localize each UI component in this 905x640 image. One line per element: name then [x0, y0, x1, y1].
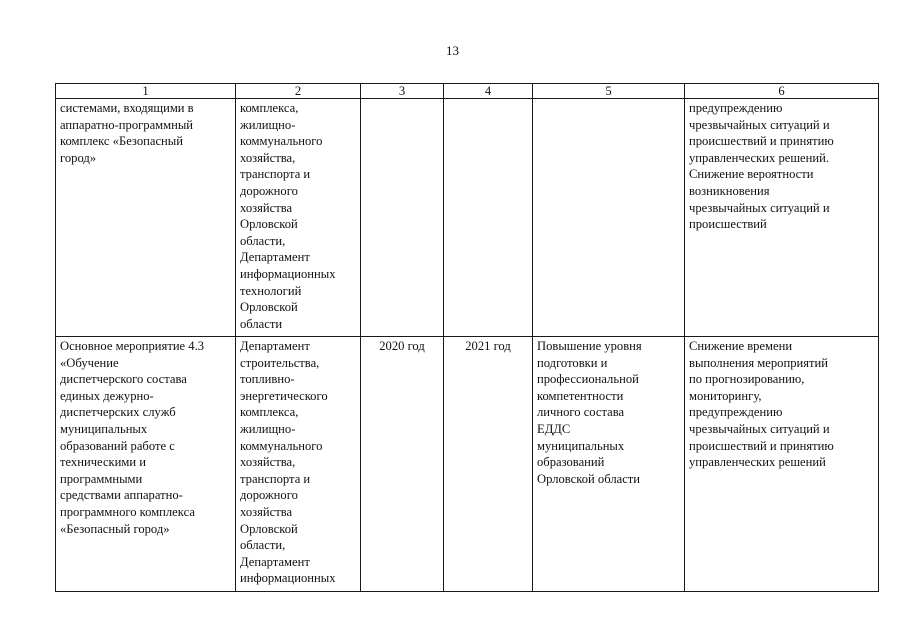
cell-text-line: транспорта и — [240, 471, 311, 486]
table-header-row — [56, 84, 879, 99]
row2-end-cell: 2021 год — [444, 337, 533, 592]
cell-text-line: Департамент — [240, 339, 310, 353]
cell-text-line: диспетчерского состава — [60, 372, 187, 387]
cell-text-line: коммунального — [240, 438, 323, 453]
header-col-5: 5 — [533, 84, 685, 99]
cell-text-line: области, — [240, 538, 286, 553]
cell-text-line: хозяйства — [240, 504, 293, 519]
cell-text-line: чрезвычайных ситуаций и — [689, 200, 830, 215]
cell-text-line: Снижение времени — [689, 339, 793, 353]
row1-start-cell — [361, 99, 444, 337]
cell-text-line: хозяйства — [240, 200, 293, 215]
cell-text-line: диспетчерских служб — [60, 405, 176, 420]
cell-text-line: комплекса, — [240, 405, 299, 420]
cell-text-line: аппаратно-программный — [60, 117, 194, 132]
cell-text-line: единых дежурно- — [60, 388, 154, 403]
page-number: 13 — [446, 43, 459, 58]
cell-text-line: образований работе с — [60, 438, 175, 453]
cell-text-line: профессиональной — [537, 372, 639, 387]
cell-text-line: «Безопасный город» — [60, 521, 170, 536]
cell-text-line: выполнения мероприятий — [689, 355, 829, 370]
header-col-2: 2 — [236, 84, 361, 99]
cell-text-line: коммунального — [240, 134, 323, 149]
cell-text-line: дорожного — [240, 183, 298, 198]
cell-text-line: город» — [60, 150, 97, 165]
cell-text-line: муниципальных — [537, 438, 625, 453]
cell-text-line: комплекс «Безопасный — [60, 134, 183, 149]
cell-text-line: муниципальных — [60, 421, 148, 436]
cell-text-line: энергетического — [240, 388, 328, 403]
cell-text-line: чрезвычайных ситуаций и — [689, 421, 830, 436]
cell-text-line: подготовки и — [537, 355, 608, 370]
header-col-1: 1 — [56, 84, 236, 99]
cell-text-line: чрезвычайных ситуаций и — [689, 117, 830, 132]
cell-text-line: Департамент — [240, 250, 310, 265]
row1-result-cell — [533, 99, 685, 337]
row1-executor-cell — [236, 99, 361, 337]
cell-text-line: топливно- — [240, 372, 295, 387]
cell-text-line: Орловской — [240, 217, 298, 232]
cell-text-line: по прогнозированию, — [689, 372, 805, 387]
row2-measure-cell — [56, 337, 236, 592]
cell-text-line: образований — [537, 455, 605, 470]
cell-text-line: Основное мероприятие 4.3 — [60, 339, 205, 353]
measures-table — [55, 83, 879, 592]
cell-text-line: управленческих решений. — [689, 150, 829, 165]
cell-text-line: предупреждению — [689, 405, 783, 420]
cell-text-line: жилищно- — [240, 117, 296, 132]
cell-text-line: системами, входящими в — [60, 101, 194, 115]
cell-text-line: строительства, — [240, 355, 320, 370]
table-row — [56, 99, 879, 337]
cell-text-line: предупреждению — [689, 101, 783, 115]
cell-text-line: «Обучение — [60, 355, 119, 370]
row2-executor-cell — [236, 337, 361, 592]
cell-text-line: управленческих решений — [689, 455, 826, 470]
table-row — [56, 337, 879, 592]
header-col-6: 6 — [685, 84, 879, 99]
cell-text-line: Орловской — [240, 521, 298, 536]
cell-text-line: Орловской области — [537, 471, 641, 486]
cell-text-line: Департамент — [240, 554, 310, 569]
cell-text-line: хозяйства, — [240, 455, 296, 470]
cell-text-line: компетентности — [537, 388, 624, 403]
cell-text-line: транспорта и — [240, 167, 311, 182]
header-col-4: 4 — [444, 84, 533, 99]
cell-text-line: жилищно- — [240, 421, 296, 436]
cell-text-line: области — [240, 316, 283, 331]
cell-text-line: происшествий и принятию — [689, 134, 834, 149]
cell-text-line: дорожного — [240, 488, 298, 503]
cell-text-line: возникновения — [689, 183, 770, 198]
row1-consequence-cell — [685, 99, 879, 337]
header-col-3: 3 — [361, 84, 444, 99]
cell-text-line: происшествий и принятию — [689, 438, 834, 453]
cell-text-line: техническими и — [60, 455, 146, 470]
cell-text-line: средствами аппаратно- — [60, 488, 183, 503]
row2-consequence-cell — [685, 337, 879, 592]
cell-text-line: личного состава — [537, 405, 625, 420]
cell-text-line: ЕДДС — [537, 421, 571, 436]
row1-end-cell — [444, 99, 533, 337]
cell-text-line: программного комплекса — [60, 504, 195, 519]
cell-text-line: хозяйства, — [240, 150, 296, 165]
cell-text-line: мониторингу, — [689, 388, 762, 403]
row1-measure-cell — [56, 99, 236, 337]
cell-text-line: происшествий — [689, 217, 767, 232]
row2-result-cell — [533, 337, 685, 592]
cell-text-line: Орловской — [240, 300, 298, 315]
row2-start-cell: 2020 год — [361, 337, 444, 592]
cell-text-line: информационных — [240, 571, 336, 586]
cell-text-line: области, — [240, 233, 286, 248]
cell-text-line: программными — [60, 471, 143, 486]
cell-text-line: информационных — [240, 266, 336, 281]
cell-text-line: технологий — [240, 283, 302, 298]
cell-text-line: комплекса, — [240, 101, 299, 115]
cell-text-line: Повышение уровня — [537, 339, 642, 353]
cell-text-line: Снижение вероятности — [689, 167, 814, 182]
